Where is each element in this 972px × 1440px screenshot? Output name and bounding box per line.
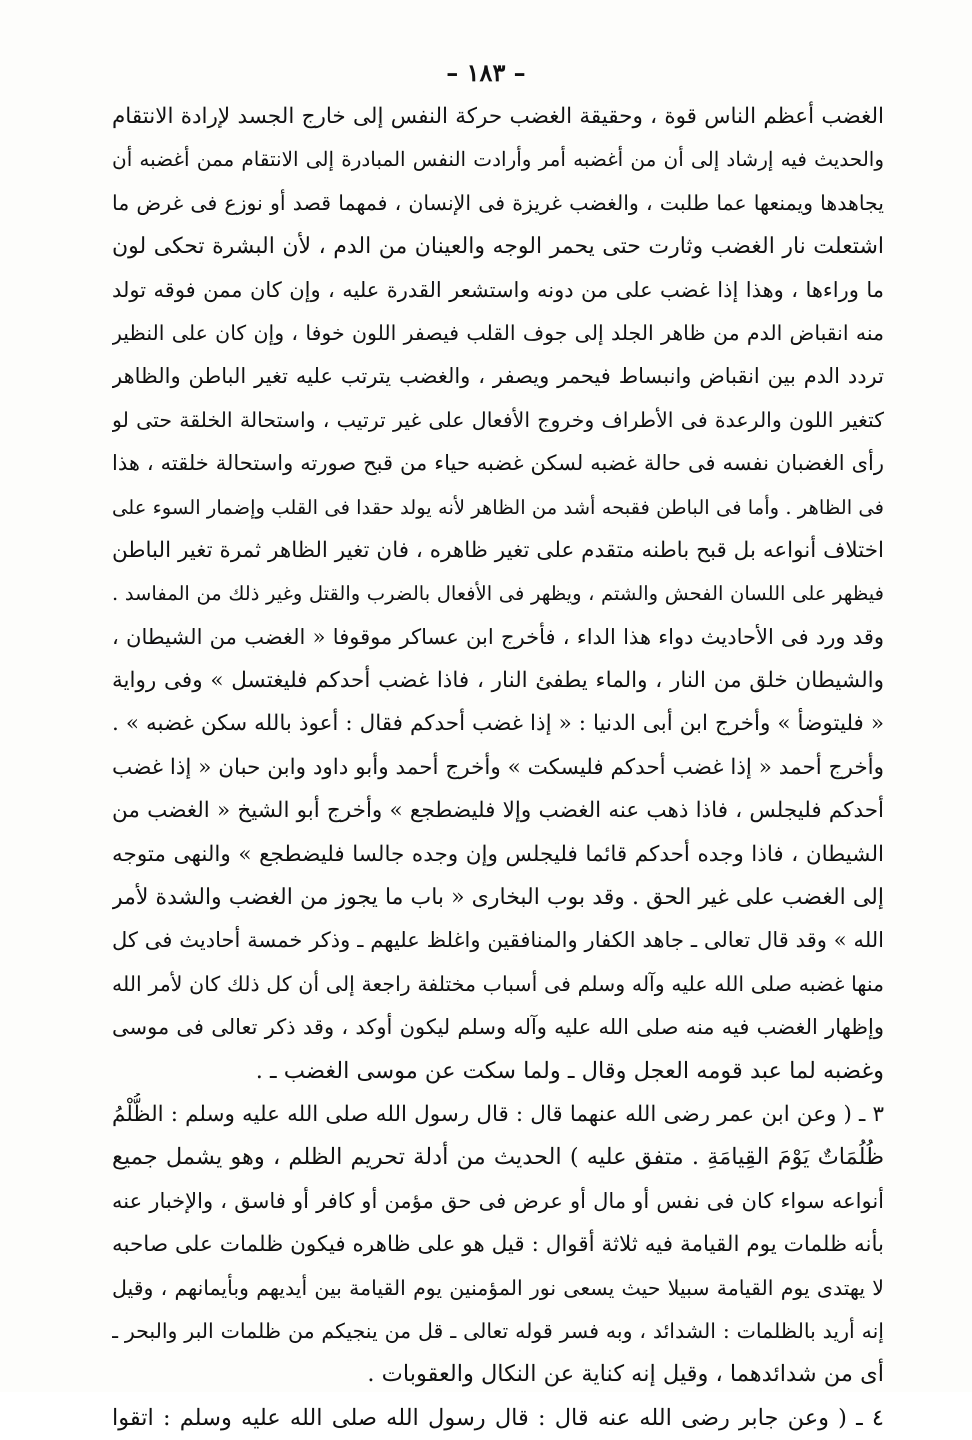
text-line: فيظهر على اللسان الفحش والشتم ، ويظهر فى الأفعال بالضرب والقتل وغير ذلك من المفاسد .	[112, 582, 884, 606]
body-text	[112, 95, 884, 1440]
text-line: ما وراءها ، وهذا إذا غضب على من دونه واستشعر القدرة عليه ، وإن كان ممن فوقه تولد	[112, 277, 884, 302]
text-line: أى من شدائدهما ، وقيل إنه كناية عن النكال والعقوبات .	[367, 1361, 884, 1388]
text-line: منها غضبه صلى الله عليه وآله وسلم فى أسباب مختلفة راجعة إلى أن كل ذلك كان لأمر الله	[112, 971, 884, 996]
text-line: يجاهدها ويمنعها عما طلبت ، والغضب غريزة فى الإنسان ، فمهما قصد أو نوزع فى غرض ما	[112, 190, 884, 215]
text-line: وأخرج أحمد « إذا غضب أحدكم فليسكت » وأخرج أحمد وأبو داود وابن حبان « إذا غضب	[112, 754, 884, 780]
text-line: لا يهتدى يوم القيامة سبيلا حيث يسعى نور المؤمنين يوم القيامة بين أيديهم وبأيمانهم ، وقيل	[112, 1275, 884, 1300]
text-line: كتغير اللون والرعدة فى الأطراف وخروج الأفعال على غير ترتيب ، واستحالة الخلقة حتى لو	[112, 407, 884, 432]
text-line: الشيطان ، فاذا وجده أحدكم قائما فليجلس وإن وجده جالسا فليضطجع » والنهى متوجه	[112, 841, 884, 867]
text-line: منه انقباض الدم من ظاهر الجلد إلى جوف القلب فيصفر اللون خوفا ، وإن كان على النظير	[112, 320, 884, 345]
page-number: – ١٨٣ –	[446, 58, 526, 87]
text-line: الغضب أعظم الناس قوة ، وحقيقة الغضب حركة النفس إلى خارج الجسد لإرادة الانتقام	[112, 104, 884, 129]
text-line: وإظهار الغضب فيه منه صلى الله عليه وآله وسلم ليكون أوكد ، وقد ذكر تعالى فى موسى	[112, 1015, 884, 1040]
text-line: أحدكم فليجلس ، فاذا ذهب عنه الغضب وإلا فليضطجع » وأخرج أبو الشيخ « الغضب من	[112, 798, 884, 824]
text-line: اشتعلت نار الغضب وثارت حتى يحمر الوجه والعينان من الدم ، لأن البشرة تحكى لون	[112, 234, 884, 260]
text-line: وغضبه لما عبد قومه العجل وقال ـ ولما سكت عن موسى الغضب ـ .	[255, 1057, 884, 1084]
text-line: إلى الغضب على غير الحق . وقد بوب البخارى « باب ما يجوز من الغضب والشدة لأمر	[112, 885, 884, 911]
text-line: بأنه ظلمات يوم القيامة فيه ثلاثة أقوال : قيل هو على ظاهره فيكون ظلمات على صاحبه	[112, 1232, 884, 1258]
text-line: إنه أريد بالظلمات : الشدائد ، وبه فسر قوله تعالى ـ قل من ينجيكم من ظلمات البر والبحر ـ	[112, 1318, 884, 1343]
text-line: تردد الدم بين انقباض وانبساط فيحمر ويصفر ، والغضب يترتب عليه تغير الباطن والظاهر	[112, 364, 884, 389]
text-line: والحديث فيه إرشاد إلى أن من أغضبه أمر وأرادت النفس المبادرة إلى الانتقام ممن أغضبه أن	[112, 147, 884, 172]
text-line: أنواعه سواء كان فى نفس أو مال أو عرض فى حق مؤمن أو كافر أو فاسق ، والإخبار عنه	[112, 1188, 884, 1213]
text-line: رأى الغضبان نفسه فى حالة غضبه لسكن غضبه حياء من قبح صورته واستحالة خلقته ، هذا	[112, 451, 884, 476]
text-line: فى الظاهر . وأما فى الباطن فقبحه أشد من الظاهر لأنه يولد حقدا فى القلب وإضمار السوء على	[112, 495, 884, 519]
text-line: اختلاف أنواعه بل قبح باطنه متقدم على تغير ظاهره ، فان تغير الظاهر ثمرة تغير الباطن	[112, 537, 884, 563]
text-line: الله » وقد قال تعالى ـ جاهد الكفار والمنافقين واغلظ عليهم ـ وذكر خمسة أحاديث فى كل	[112, 928, 884, 953]
text-line: « فليتوضأ » وأخرج ابن أبى الدنيا : « إذا غضب أحدكم فقال : أعوذ بالله سكن غضبه » .	[112, 711, 884, 737]
text-line: والشيطان خلق من النار ، والماء يطفئ النار ، فاذا غضب أحدكم فليغتسل » وفى رواية	[112, 668, 884, 694]
text-line: وقد ورد فى الأحاديث دواء هذا الداء ، فأخرج ابن عساكر موقوفا « الغضب من الشيطان ،	[112, 624, 884, 649]
text-line: ظُلُمَاتٌ يَوْمَ القِيامَةِ . متفق عليه ) الحديث من أدلة تحريم الظلم ، وهو يشمل جميع	[112, 1144, 884, 1171]
text-line: ٣ ـ ( وعن ابن عمر رضى الله عنهما قال : قال رسول الله صلى الله عليه وسلم : الظُّلْمُ	[112, 1101, 884, 1127]
text-line: ٤ ـ ( وعن جابر رضى الله عنه قال : قال رسول الله صلى الله عليه وسلم : اتقوا	[112, 1404, 884, 1431]
